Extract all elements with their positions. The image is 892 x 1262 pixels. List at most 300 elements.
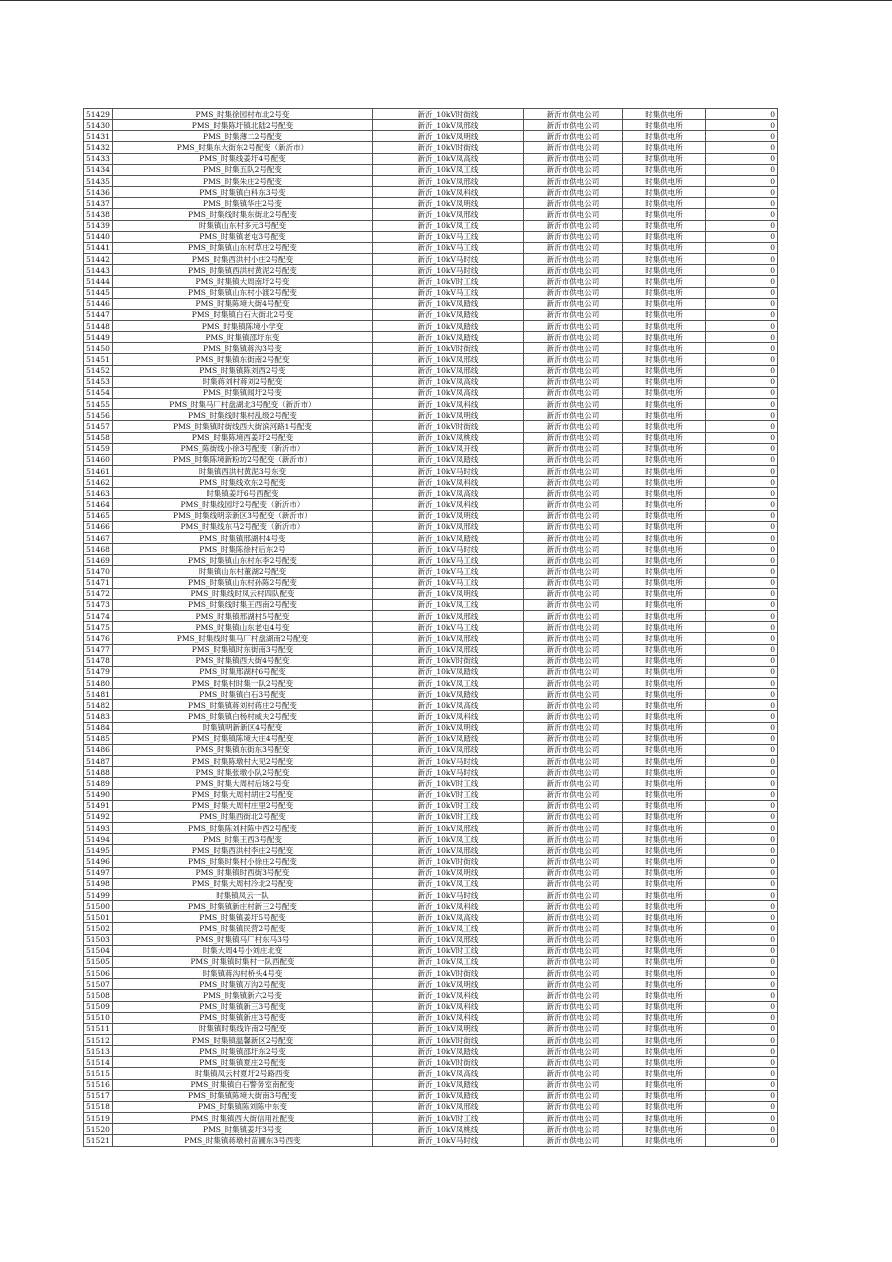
cell-name: PMS_时集镇山东村东李2号配变 xyxy=(113,555,373,566)
cell-name: 时集蒋刘村蒋刘2号配变 xyxy=(113,376,373,387)
table-row xyxy=(84,644,778,655)
cell-station: 时集供电所 xyxy=(623,320,706,331)
cell-id: 51510 xyxy=(84,1012,113,1023)
cell-name: PMS_时集镇陈境小学变 xyxy=(113,320,373,331)
table-row xyxy=(84,365,778,376)
cell-id: 51504 xyxy=(84,945,113,956)
cell-value: 0 xyxy=(706,164,778,175)
cell-value: 0 xyxy=(706,577,778,588)
cell-station: 时集供电所 xyxy=(623,744,706,755)
table-row xyxy=(84,889,778,900)
cell-name: PMS_时集线时集东街北2号配变 xyxy=(113,209,373,220)
cell-name: PMS_时集镇蒋墩村苗圃东3号西变 xyxy=(113,1135,373,1146)
cell-station: 时集供电所 xyxy=(623,187,706,198)
cell-company: 新沂市供电公司 xyxy=(524,689,623,700)
cell-line: 新沂_10kV凤科线 xyxy=(373,187,524,198)
cell-value: 0 xyxy=(706,1079,778,1090)
cell-line: 新沂_10kV凤踏线 xyxy=(373,320,524,331)
cell-id: 51477 xyxy=(84,644,113,655)
cell-station: 时集供电所 xyxy=(623,488,706,499)
cell-name: PMS_时集镇新三3号配变 xyxy=(113,1001,373,1012)
cell-company: 新沂市供电公司 xyxy=(524,231,623,242)
cell-id: 51440 xyxy=(84,231,113,242)
cell-station: 时集供电所 xyxy=(623,756,706,767)
cell-line: 新沂_10kV凤踏线 xyxy=(373,309,524,320)
cell-station: 时集供电所 xyxy=(623,912,706,923)
cell-line: 新沂_10kV马工线 xyxy=(373,577,524,588)
cell-id: 51441 xyxy=(84,242,113,253)
cell-name: PMS_时集线东马2号配变（新沂市） xyxy=(113,521,373,532)
cell-value: 0 xyxy=(706,923,778,934)
table-row xyxy=(84,1023,778,1034)
cell-id: 51513 xyxy=(84,1046,113,1057)
cell-line: 新沂_10kV凤科线 xyxy=(373,399,524,410)
cell-value: 0 xyxy=(706,142,778,153)
cell-value: 0 xyxy=(706,1023,778,1034)
cell-company: 新沂市供电公司 xyxy=(524,711,623,722)
cell-station: 时集供电所 xyxy=(623,1046,706,1057)
table-row xyxy=(84,1046,778,1057)
cell-station: 时集供电所 xyxy=(623,142,706,153)
cell-value: 0 xyxy=(706,956,778,967)
cell-value: 0 xyxy=(706,588,778,599)
cell-line: 新沂_10kV时工线 xyxy=(373,811,524,822)
cell-line: 新沂_10kV凤明线 xyxy=(373,410,524,421)
cell-station: 时集供电所 xyxy=(623,611,706,622)
cell-company: 新沂市供电公司 xyxy=(524,834,623,845)
cell-name: PMS_时集陈徐村后东2号 xyxy=(113,544,373,555)
cell-station: 时集供电所 xyxy=(623,622,706,633)
cell-name: PMS_时集线时集马厂村盘湖南2号配变 xyxy=(113,633,373,644)
cell-company: 新沂市供电公司 xyxy=(524,142,623,153)
cell-company: 新沂市供电公司 xyxy=(524,276,623,287)
cell-value: 0 xyxy=(706,1057,778,1068)
cell-name: PMS_时集西街北2号配变 xyxy=(113,811,373,822)
cell-id: 51439 xyxy=(84,220,113,231)
cell-station: 时集供电所 xyxy=(623,276,706,287)
cell-line: 新沂_10kV凤开线 xyxy=(373,443,524,454)
cell-station: 时集供电所 xyxy=(623,466,706,477)
cell-company: 新沂市供电公司 xyxy=(524,990,623,1001)
cell-id: 51435 xyxy=(84,175,113,186)
cell-company: 新沂市供电公司 xyxy=(524,153,623,164)
cell-name: PMS_时集镇邢湖村4号变 xyxy=(113,532,373,543)
cell-id: 51485 xyxy=(84,733,113,744)
cell-company: 新沂市供电公司 xyxy=(524,298,623,309)
cell-name: 时集镇山东村多元3号配变 xyxy=(113,220,373,231)
cell-value: 0 xyxy=(706,443,778,454)
cell-value: 0 xyxy=(706,466,778,477)
table-row xyxy=(84,332,778,343)
cell-line: 新沂_10kV凤邢线 xyxy=(373,120,524,131)
cell-line: 新沂_10kV凤踏线 xyxy=(373,666,524,677)
table-row xyxy=(84,209,778,220)
cell-value: 0 xyxy=(706,644,778,655)
cell-company: 新沂市供电公司 xyxy=(524,1001,623,1012)
cell-id: 51469 xyxy=(84,555,113,566)
table-row xyxy=(84,421,778,432)
cell-company: 新沂市供电公司 xyxy=(524,1034,623,1045)
cell-company: 新沂市供电公司 xyxy=(524,1046,623,1057)
cell-name: PMS_时集陈墩村大见2号配变 xyxy=(113,756,373,767)
cell-station: 时集供电所 xyxy=(623,298,706,309)
cell-id: 51489 xyxy=(84,778,113,789)
cell-id: 51444 xyxy=(84,276,113,287)
cell-company: 新沂市供电公司 xyxy=(524,1090,623,1101)
cell-value: 0 xyxy=(706,722,778,733)
cell-value: 0 xyxy=(706,153,778,164)
cell-id: 51460 xyxy=(84,454,113,465)
cell-id: 51503 xyxy=(84,934,113,945)
table-row xyxy=(84,1135,778,1146)
cell-value: 0 xyxy=(706,767,778,778)
table-row xyxy=(84,990,778,1001)
cell-station: 时集供电所 xyxy=(623,1135,706,1146)
cell-line: 新沂_10kV时街线 xyxy=(373,655,524,666)
table-row xyxy=(84,778,778,789)
cell-id: 51467 xyxy=(84,532,113,543)
cell-name: PMS_时集镇邵圩东2号变 xyxy=(113,1046,373,1057)
cell-value: 0 xyxy=(706,242,778,253)
cell-company: 新沂市供电公司 xyxy=(524,454,623,465)
cell-name: PMS_时集王西3号配变 xyxy=(113,834,373,845)
cell-name: PMS_时集线欢东2号配变 xyxy=(113,477,373,488)
cell-company: 新沂市供电公司 xyxy=(524,677,623,688)
cell-line: 新沂_10kV时街线 xyxy=(373,343,524,354)
cell-id: 51463 xyxy=(84,488,113,499)
cell-company: 新沂市供电公司 xyxy=(524,343,623,354)
cell-id: 51508 xyxy=(84,990,113,1001)
cell-company: 新沂市供电公司 xyxy=(524,164,623,175)
cell-company: 新沂市供电公司 xyxy=(524,410,623,421)
cell-station: 时集供电所 xyxy=(623,454,706,465)
cell-value: 0 xyxy=(706,611,778,622)
cell-company: 新沂市供电公司 xyxy=(524,109,623,120)
cell-company: 新沂市供电公司 xyxy=(524,421,623,432)
cell-id: 51431 xyxy=(84,131,113,142)
cell-value: 0 xyxy=(706,889,778,900)
table-row xyxy=(84,443,778,454)
cell-line: 新沂_10kV凤明线 xyxy=(373,1023,524,1034)
cell-name: PMS_时集大周村胡庄2号配变 xyxy=(113,789,373,800)
cell-id: 51520 xyxy=(84,1124,113,1135)
cell-value: 0 xyxy=(706,421,778,432)
cell-id: 51515 xyxy=(84,1068,113,1079)
cell-company: 新沂市供电公司 xyxy=(524,198,623,209)
cell-company: 新沂市供电公司 xyxy=(524,432,623,443)
cell-id: 51511 xyxy=(84,1023,113,1034)
table-row xyxy=(84,109,778,120)
table-row xyxy=(84,901,778,912)
cell-company: 新沂市供电公司 xyxy=(524,365,623,376)
cell-value: 0 xyxy=(706,700,778,711)
cell-id: 51493 xyxy=(84,823,113,834)
cell-name: 时集镇姜圩6号西配变 xyxy=(113,488,373,499)
cell-station: 时集供电所 xyxy=(623,878,706,889)
cell-line: 新沂_10kV凤高线 xyxy=(373,912,524,923)
table-row xyxy=(84,811,778,822)
cell-name: PMS_陈街线小徐3号配变（新沂市） xyxy=(113,443,373,454)
cell-id: 51470 xyxy=(84,566,113,577)
table-row xyxy=(84,1068,778,1079)
cell-id: 51481 xyxy=(84,689,113,700)
table-row xyxy=(84,298,778,309)
cell-name: PMS_时集徐园村布北2号变 xyxy=(113,109,373,120)
cell-id: 51436 xyxy=(84,187,113,198)
cell-company: 新沂市供电公司 xyxy=(524,811,623,822)
cell-line: 新沂_10kV凤踏线 xyxy=(373,1046,524,1057)
table-row xyxy=(84,655,778,666)
cell-value: 0 xyxy=(706,901,778,912)
cell-name: PMS_时集大周村后场2号变 xyxy=(113,778,373,789)
cell-value: 0 xyxy=(706,945,778,956)
table-row xyxy=(84,789,778,800)
cell-id: 51516 xyxy=(84,1079,113,1090)
cell-station: 时集供电所 xyxy=(623,956,706,967)
table-row xyxy=(84,1057,778,1068)
table-row xyxy=(84,287,778,298)
cell-id: 51450 xyxy=(84,343,113,354)
cell-name: PMS_时集镇民营2号配变 xyxy=(113,923,373,934)
cell-value: 0 xyxy=(706,387,778,398)
cell-station: 时集供电所 xyxy=(623,811,706,822)
cell-company: 新沂市供电公司 xyxy=(524,823,623,834)
cell-id: 51446 xyxy=(84,298,113,309)
cell-id: 51517 xyxy=(84,1090,113,1101)
cell-line: 新沂_10kV时街线 xyxy=(373,1057,524,1068)
cell-value: 0 xyxy=(706,990,778,1001)
cell-company: 新沂市供电公司 xyxy=(524,510,623,521)
cell-line: 新沂_10kV凤科线 xyxy=(373,711,524,722)
cell-line: 新沂_10kV凤高线 xyxy=(373,488,524,499)
cell-name: 时集镇时集线许南2号配变 xyxy=(113,1023,373,1034)
cell-name: PMS_时集西洪村李庄2号配变 xyxy=(113,845,373,856)
cell-station: 时集供电所 xyxy=(623,1034,706,1045)
cell-id: 51433 xyxy=(84,153,113,164)
table-row xyxy=(84,968,778,979)
cell-name: PMS_时集镇白杨村威夫2号配变 xyxy=(113,711,373,722)
cell-station: 时集供电所 xyxy=(623,968,706,979)
table-row xyxy=(84,956,778,967)
cell-name: PMS_时集张墩小队2号配变 xyxy=(113,767,373,778)
cell-id: 51499 xyxy=(84,889,113,900)
cell-station: 时集供电所 xyxy=(623,1079,706,1090)
table-row xyxy=(84,532,778,543)
cell-id: 51484 xyxy=(84,722,113,733)
cell-station: 时集供电所 xyxy=(623,532,706,543)
table-row xyxy=(84,588,778,599)
cell-company: 新沂市供电公司 xyxy=(524,175,623,186)
cell-station: 时集供电所 xyxy=(623,1068,706,1079)
cell-line: 新沂_10kV凤踏线 xyxy=(373,1079,524,1090)
cell-name: PMS_时集村时集一队2号配变 xyxy=(113,677,373,688)
cell-company: 新沂市供电公司 xyxy=(524,131,623,142)
cell-id: 51494 xyxy=(84,834,113,845)
cell-value: 0 xyxy=(706,209,778,220)
cell-name: PMS_时集镇东街东3号配变 xyxy=(113,744,373,755)
transformer-table xyxy=(83,108,778,1147)
cell-name: PMS_时集镇邢湖村5号配变 xyxy=(113,611,373,622)
cell-line: 新沂_10kV凤邢线 xyxy=(373,611,524,622)
cell-line: 新沂_10kV凤邢线 xyxy=(373,934,524,945)
cell-id: 51495 xyxy=(84,845,113,856)
cell-station: 时集供电所 xyxy=(623,1124,706,1135)
cell-value: 0 xyxy=(706,756,778,767)
cell-line: 新沂_10kV马工线 xyxy=(373,622,524,633)
cell-name: PMS_时集镇时西街3号配变 xyxy=(113,867,373,878)
cell-company: 新沂市供电公司 xyxy=(524,1012,623,1023)
table-row xyxy=(84,834,778,845)
cell-value: 0 xyxy=(706,320,778,331)
cell-line: 新沂_10kV时工线 xyxy=(373,945,524,956)
table-row xyxy=(84,845,778,856)
cell-line: 新沂_10kV凤邢线 xyxy=(373,365,524,376)
cell-station: 时集供电所 xyxy=(623,655,706,666)
cell-name: PMS_时集镇陈境大庄4号配变 xyxy=(113,733,373,744)
cell-line: 新沂_10kV时街线 xyxy=(373,1034,524,1045)
cell-value: 0 xyxy=(706,477,778,488)
table-row xyxy=(84,175,778,186)
cell-line: 新沂_10kV马时线 xyxy=(373,254,524,265)
cell-station: 时集供电所 xyxy=(623,767,706,778)
cell-name: PMS_时集陈圩镇北陆2号配变 xyxy=(113,120,373,131)
table-row xyxy=(84,410,778,421)
cell-company: 新沂市供电公司 xyxy=(524,577,623,588)
cell-station: 时集供电所 xyxy=(623,198,706,209)
cell-id: 51455 xyxy=(84,399,113,410)
cell-company: 新沂市供电公司 xyxy=(524,1068,623,1079)
cell-value: 0 xyxy=(706,555,778,566)
table-row xyxy=(84,432,778,443)
cell-id: 51480 xyxy=(84,677,113,688)
cell-station: 时集供电所 xyxy=(623,979,706,990)
cell-value: 0 xyxy=(706,979,778,990)
table-row xyxy=(84,979,778,990)
table-row xyxy=(84,187,778,198)
cell-company: 新沂市供电公司 xyxy=(524,220,623,231)
cell-company: 新沂市供电公司 xyxy=(524,120,623,131)
cell-id: 51486 xyxy=(84,744,113,755)
table-row xyxy=(84,399,778,410)
cell-value: 0 xyxy=(706,733,778,744)
cell-name: PMS_时集大周村庄里2号配变 xyxy=(113,800,373,811)
cell-name: PMS_时集线时集村乱级2号配变 xyxy=(113,410,373,421)
cell-id: 51449 xyxy=(84,332,113,343)
cell-station: 时集供电所 xyxy=(623,510,706,521)
cell-name: PMS_时集镇时东街南3号配变 xyxy=(113,644,373,655)
cell-value: 0 xyxy=(706,1135,778,1146)
cell-id: 51512 xyxy=(84,1034,113,1045)
cell-company: 新沂市供电公司 xyxy=(524,588,623,599)
cell-line: 新沂_10kV凤邢线 xyxy=(373,175,524,186)
cell-station: 时集供电所 xyxy=(623,577,706,588)
cell-station: 时集供电所 xyxy=(623,722,706,733)
cell-name: PMS_时集陈境大街4号配变 xyxy=(113,298,373,309)
cell-id: 51434 xyxy=(84,164,113,175)
cell-company: 新沂市供电公司 xyxy=(524,209,623,220)
cell-value: 0 xyxy=(706,220,778,231)
cell-station: 时集供电所 xyxy=(623,856,706,867)
cell-value: 0 xyxy=(706,1068,778,1079)
cell-id: 51487 xyxy=(84,756,113,767)
cell-station: 时集供电所 xyxy=(623,231,706,242)
cell-value: 0 xyxy=(706,677,778,688)
table-row xyxy=(84,633,778,644)
cell-name: PMS_时集陈刘村陈中西2号配变 xyxy=(113,823,373,834)
cell-company: 新沂市供电公司 xyxy=(524,867,623,878)
cell-value: 0 xyxy=(706,845,778,856)
cell-value: 0 xyxy=(706,666,778,677)
cell-station: 时集供电所 xyxy=(623,421,706,432)
table-row xyxy=(84,700,778,711)
cell-company: 新沂市供电公司 xyxy=(524,532,623,543)
cell-station: 时集供电所 xyxy=(623,365,706,376)
cell-station: 时集供电所 xyxy=(623,800,706,811)
cell-value: 0 xyxy=(706,354,778,365)
cell-company: 新沂市供电公司 xyxy=(524,599,623,610)
cell-line: 新沂_10kV凤工线 xyxy=(373,923,524,934)
cell-value: 0 xyxy=(706,599,778,610)
cell-name: PMS_时集镇蒋沟3号变 xyxy=(113,343,373,354)
cell-id: 51452 xyxy=(84,365,113,376)
cell-company: 新沂市供电公司 xyxy=(524,354,623,365)
cell-line: 新沂_10kV时工线 xyxy=(373,276,524,287)
cell-value: 0 xyxy=(706,521,778,532)
cell-value: 0 xyxy=(706,778,778,789)
cell-value: 0 xyxy=(706,633,778,644)
cell-id: 51445 xyxy=(84,287,113,298)
cell-name: PMS_时集线明亲新区3号配变（新沂市） xyxy=(113,510,373,521)
cell-line: 新沂_10kV凤明线 xyxy=(373,131,524,142)
table-row xyxy=(84,242,778,253)
cell-id: 51506 xyxy=(84,968,113,979)
cell-name: 时集镇明新新区4号配变 xyxy=(113,722,373,733)
cell-id: 51466 xyxy=(84,521,113,532)
cell-company: 新沂市供电公司 xyxy=(524,555,623,566)
cell-station: 时集供电所 xyxy=(623,789,706,800)
cell-name: 时集镇山东村董湖2号配变 xyxy=(113,566,373,577)
cell-company: 新沂市供电公司 xyxy=(524,968,623,979)
cell-line: 新沂_10kV凤邢线 xyxy=(373,644,524,655)
cell-name: PMS_时集镇西大街信用社配变 xyxy=(113,1113,373,1124)
table-row xyxy=(84,599,778,610)
cell-company: 新沂市供电公司 xyxy=(524,889,623,900)
table-row xyxy=(84,387,778,398)
cell-value: 0 xyxy=(706,131,778,142)
cell-value: 0 xyxy=(706,198,778,209)
cell-company: 新沂市供电公司 xyxy=(524,756,623,767)
cell-company: 新沂市供电公司 xyxy=(524,265,623,276)
cell-line: 新沂_10kV凤工线 xyxy=(373,834,524,845)
cell-id: 51459 xyxy=(84,443,113,454)
cell-name: PMS_时集时集村小徐庄2号配变 xyxy=(113,856,373,867)
cell-company: 新沂市供电公司 xyxy=(524,332,623,343)
table-row xyxy=(84,220,778,231)
table-row xyxy=(84,555,778,566)
cell-value: 0 xyxy=(706,912,778,923)
cell-company: 新沂市供电公司 xyxy=(524,566,623,577)
cell-line: 新沂_10kV凤邢线 xyxy=(373,845,524,856)
cell-station: 时集供电所 xyxy=(623,242,706,253)
cell-station: 时集供电所 xyxy=(623,109,706,120)
cell-line: 新沂_10kV时工线 xyxy=(373,778,524,789)
cell-line: 新沂_10kV凤邢线 xyxy=(373,633,524,644)
cell-line: 新沂_10kV马时线 xyxy=(373,756,524,767)
cell-id: 51505 xyxy=(84,956,113,967)
cell-station: 时集供电所 xyxy=(623,599,706,610)
cell-company: 新沂市供电公司 xyxy=(524,287,623,298)
cell-name: 时集镇西洪村黄泥3号东变 xyxy=(113,466,373,477)
